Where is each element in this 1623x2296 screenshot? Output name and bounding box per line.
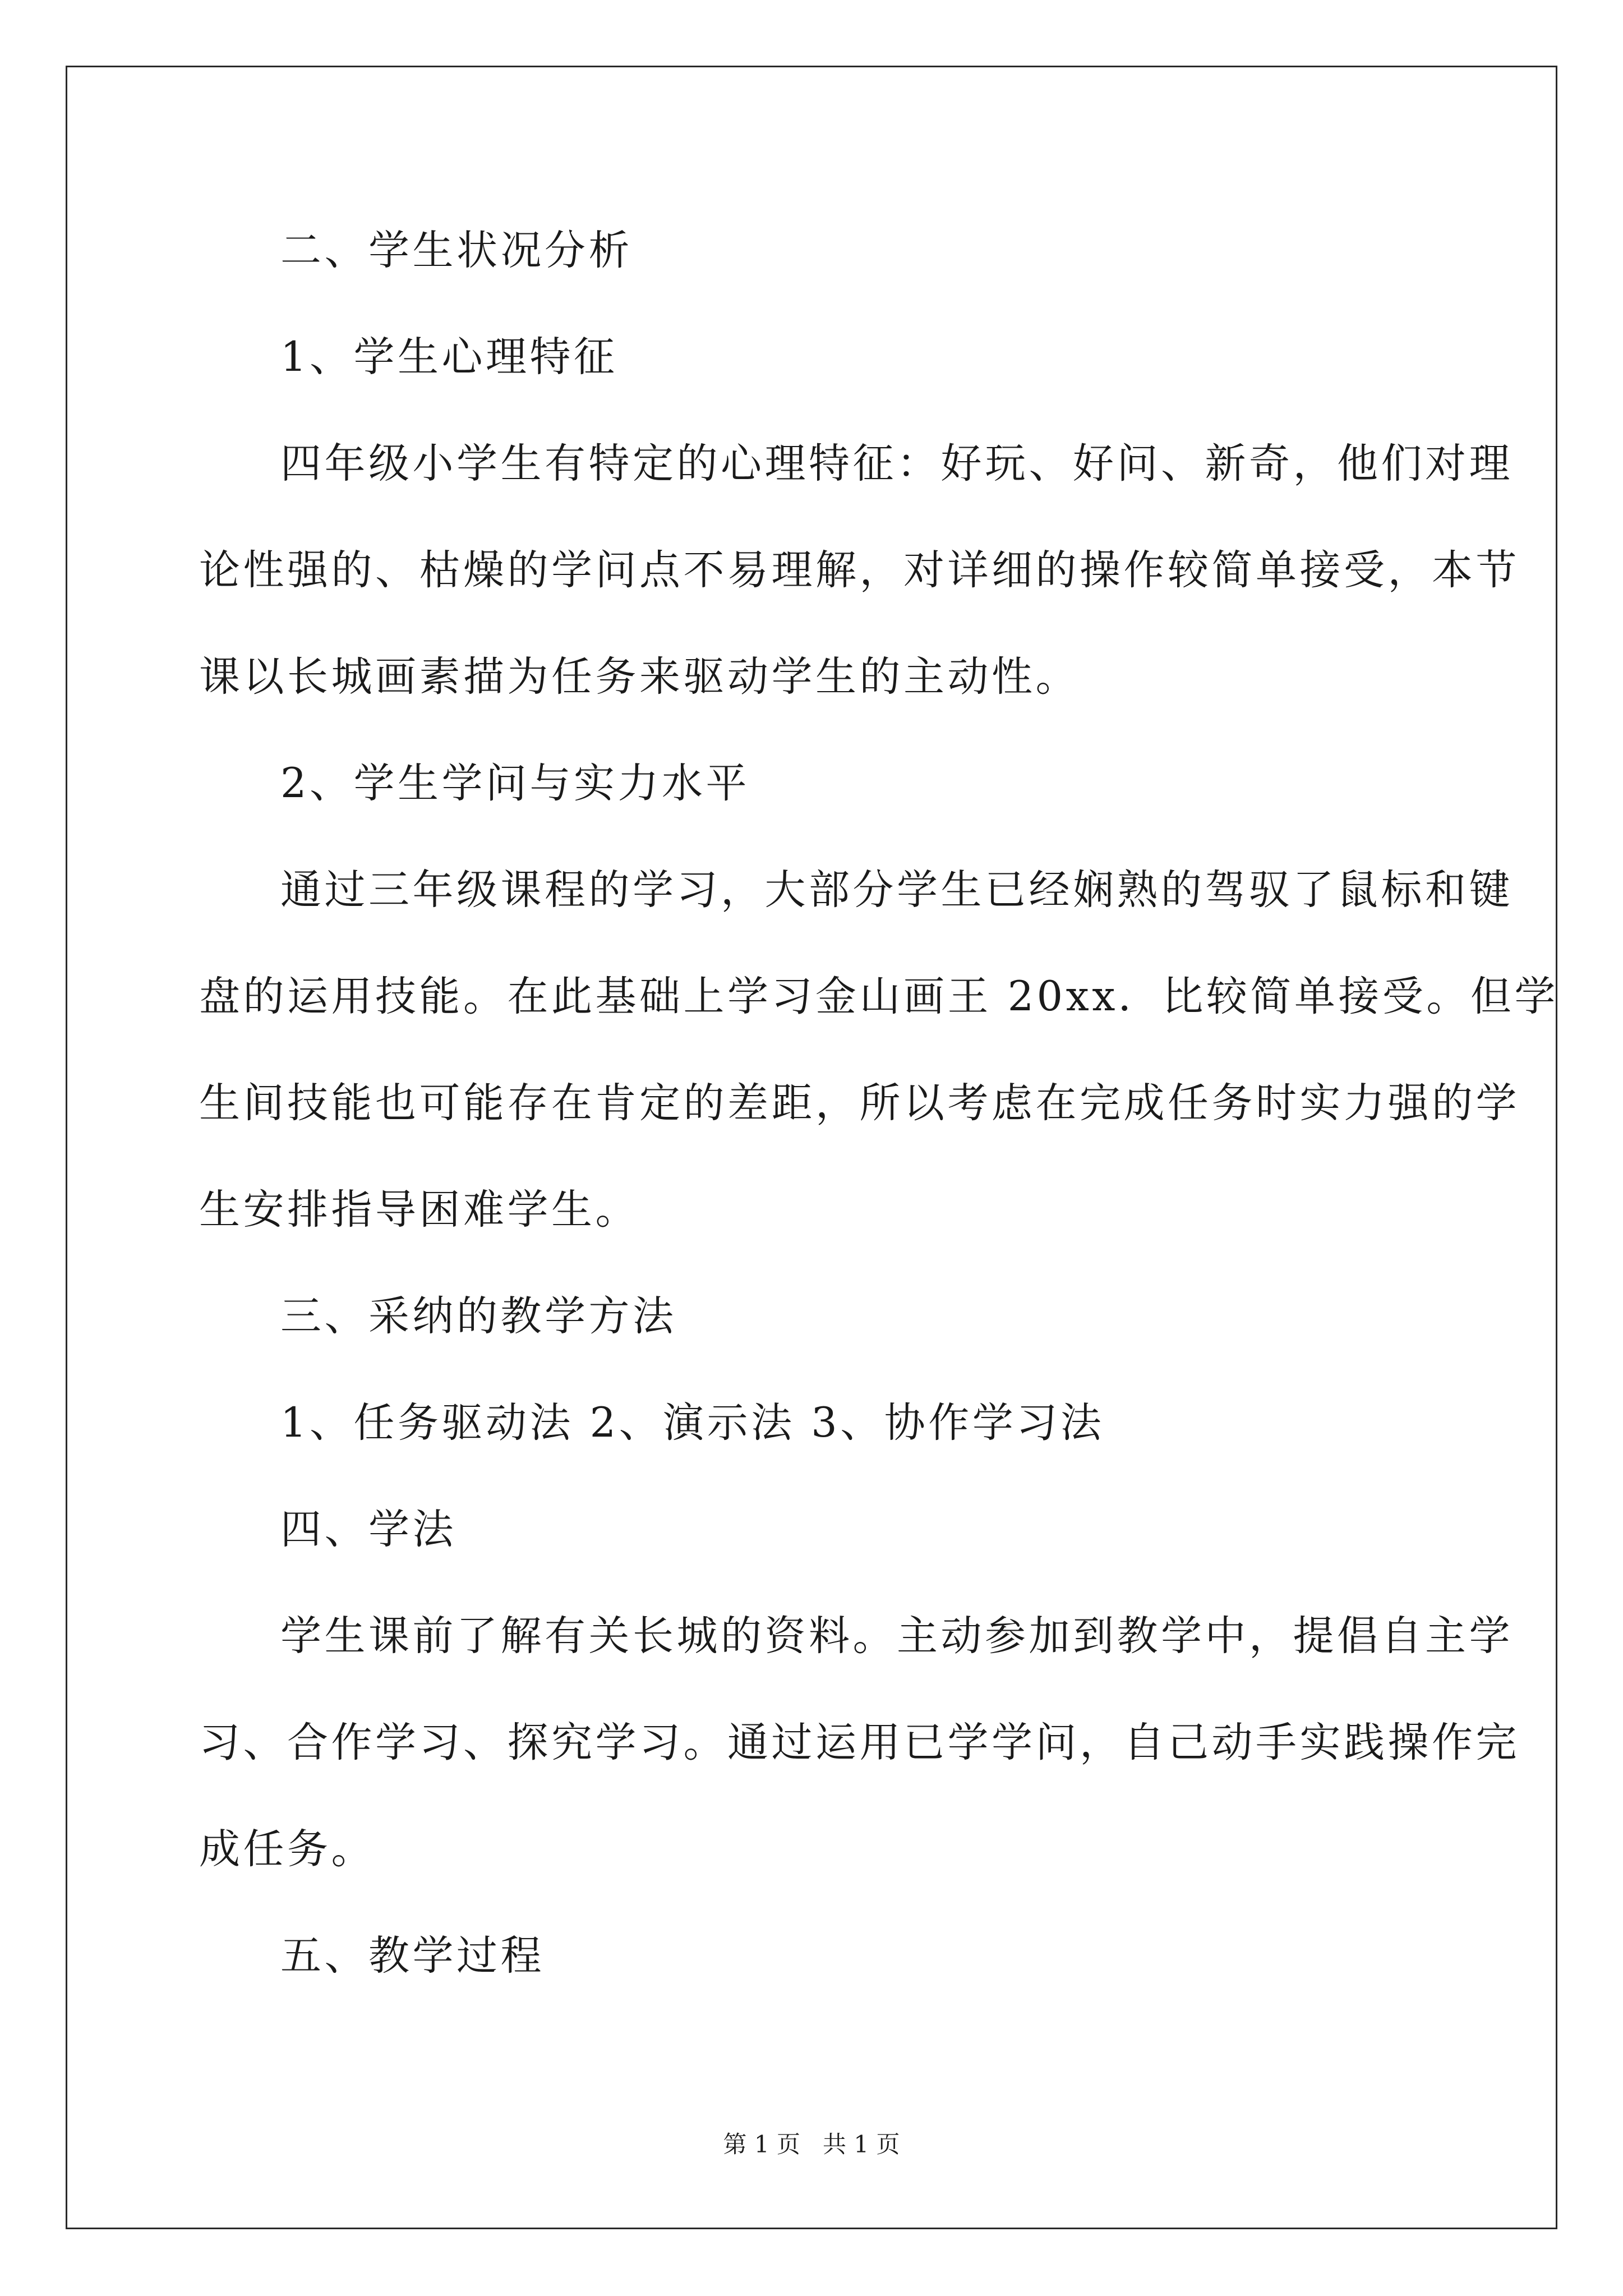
paragraph-line: 通过三年级课程的学习，大部分学生已经娴熟的驾驭了鼠标和键: [280, 866, 1513, 914]
section-heading-student-analysis: 二、学生状况分析: [280, 227, 633, 274]
paragraph-line: 论性强的、枯燥的学问点不易理解，对详细的操作较简单接受，本节: [199, 546, 1520, 594]
paragraph-line: 课以长城画素描为任务来驱动学生的主动性。: [199, 653, 1080, 701]
paragraph-line: 成任务。: [199, 1825, 375, 1873]
methods-list-line: 1、任务驱动法 2、演示法 3、协作学习法: [280, 1399, 1105, 1447]
page-border: [66, 66, 1557, 2229]
subsection-title-psychology: 1、学生心理特征: [280, 333, 618, 381]
subsection-title-knowledge: 2、学生学问与实力水平: [280, 760, 750, 807]
paragraph-line: 生安排指导困难学生。: [199, 1186, 639, 1234]
page-number-footer: 第 1 页 共 1 页: [723, 2131, 900, 2158]
paragraph-line: 盘的运用技能。在此基础上学习金山画王 20xx．比较简单接受。但学: [199, 973, 1559, 1020]
paragraph-line: 生间技能也可能存在肯定的差距，所以考虑在完成任务时实力强的学: [199, 1079, 1520, 1127]
section-heading-process: 五、教学过程: [280, 1932, 545, 1980]
section-heading-learning: 四、学法: [280, 1506, 457, 1553]
section-heading-methods: 三、采纳的教学方法: [280, 1292, 677, 1340]
paragraph-line: 四年级小学生有特定的心理特征：好玩、好问、新奇，他们对理: [280, 440, 1513, 487]
paragraph-line: 习、合作学习、探究学习。通过运用已学学问，自己动手实践操作完: [199, 1719, 1520, 1766]
paragraph-line: 学生课前了解有关长城的资料。主动参加到教学中，提倡自主学: [280, 1612, 1513, 1660]
